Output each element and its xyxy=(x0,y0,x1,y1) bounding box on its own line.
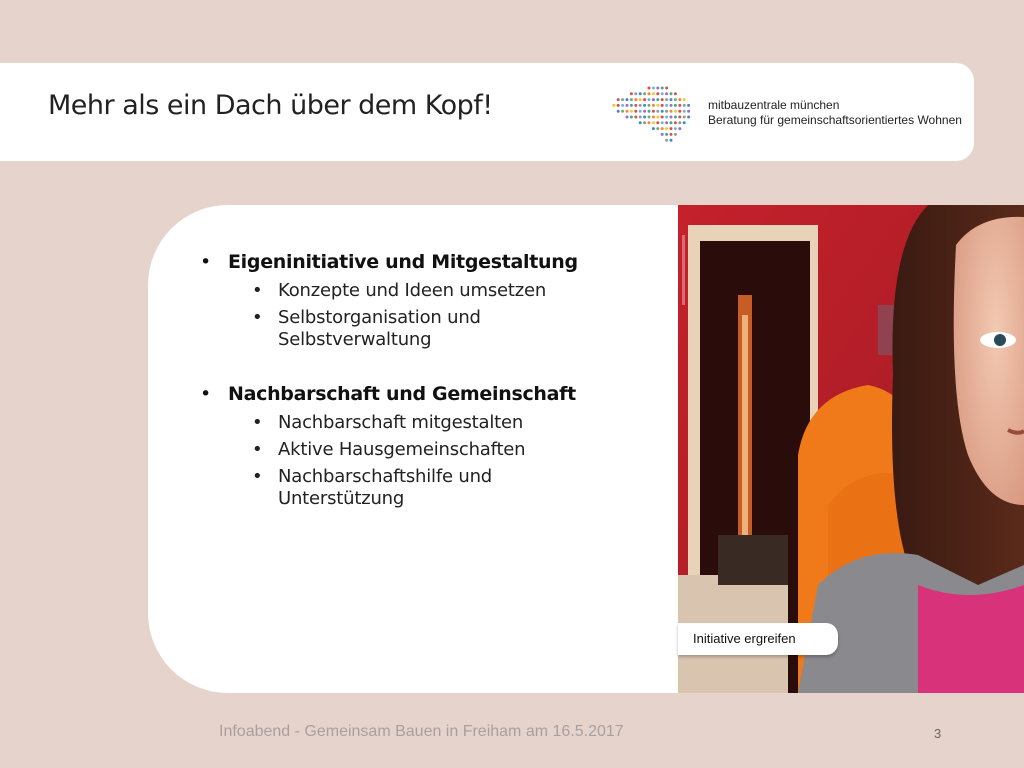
bullet-heading-text: Nachbarschaft und Gemeinschaft xyxy=(228,383,576,405)
logo-dot xyxy=(661,110,664,113)
logo-dot xyxy=(665,104,668,107)
logo-dot xyxy=(665,98,668,101)
logo-dot xyxy=(656,127,659,130)
logo-dot xyxy=(670,139,673,142)
logo-dot xyxy=(621,110,624,113)
logo-dot xyxy=(648,116,651,119)
page-number: 3 xyxy=(934,726,942,741)
logo-dot xyxy=(674,92,677,95)
logo-dot xyxy=(643,104,646,107)
logo-dot xyxy=(678,116,681,119)
logo-dot xyxy=(661,121,664,124)
logo-dot xyxy=(639,110,642,113)
logo-dot xyxy=(617,110,620,113)
logo-dot xyxy=(665,139,668,142)
logo-dot xyxy=(678,127,681,130)
bullet-item xyxy=(252,466,660,510)
logo-dot xyxy=(643,121,646,124)
logo-dot xyxy=(687,104,690,107)
bullet-item-text: Aktive Hausgemeinschaften xyxy=(278,439,526,460)
bullet-item-text: Konzepte und Ideen umsetzen xyxy=(278,280,547,301)
logo-dot xyxy=(626,98,629,101)
logo-dot xyxy=(652,92,655,95)
logo-dot xyxy=(617,104,620,107)
logo-dot xyxy=(626,116,629,119)
bullet-item-text: Nachbarschaft mitgestalten xyxy=(278,412,524,433)
logo-dot xyxy=(656,110,659,113)
logo-dot xyxy=(674,116,677,119)
logo-dot xyxy=(634,110,637,113)
logo-dot xyxy=(661,92,664,95)
logo-dot xyxy=(634,104,637,107)
bullet-dot-icon: • xyxy=(252,466,263,487)
logo-dot xyxy=(639,98,642,101)
logo-dot xyxy=(674,104,677,107)
logo-dot xyxy=(670,98,673,101)
logo-dot xyxy=(665,127,668,130)
logo-dot xyxy=(683,110,686,113)
logo-dot xyxy=(630,98,633,101)
logo-dot xyxy=(670,104,673,107)
logo-dot xyxy=(678,104,681,107)
logo-dot xyxy=(665,133,668,136)
logo-dot xyxy=(639,121,642,124)
logo-dot xyxy=(621,104,624,107)
logo-dot xyxy=(678,121,681,124)
logo-dot xyxy=(656,87,659,90)
logo-dot xyxy=(674,127,677,130)
logo-dot xyxy=(643,98,646,101)
logo-dot xyxy=(687,110,690,113)
logo-dot xyxy=(670,116,673,119)
bullet-heading-text: Eigeninitiative und Mitgestaltung xyxy=(228,251,578,273)
logo-dot xyxy=(670,127,673,130)
footer-text: Infoabend - Gemeinsam Bauen in Freiham am 16.5.2017 xyxy=(219,723,624,740)
bullet-item xyxy=(252,412,660,434)
logo-dot xyxy=(648,87,651,90)
bullet-group xyxy=(200,381,660,510)
logo-dot xyxy=(661,116,664,119)
logo-dot xyxy=(661,127,664,130)
bullet-group xyxy=(200,249,660,351)
logo-dot xyxy=(670,121,673,124)
logo-dot xyxy=(643,116,646,119)
logo-dot xyxy=(656,92,659,95)
logo-dot xyxy=(683,121,686,124)
logo-dot xyxy=(665,116,668,119)
bullet-item xyxy=(252,280,660,302)
logo-dot xyxy=(648,110,651,113)
logo-dot xyxy=(634,98,637,101)
bullet-item-text: Selbstorganisation und Selbstverwaltung xyxy=(278,307,481,350)
logo-dot xyxy=(617,98,620,101)
logo-dot xyxy=(652,87,655,90)
bullet-dot-icon: • xyxy=(252,280,263,301)
bullet-dot-icon: • xyxy=(252,307,263,328)
logo-dot xyxy=(630,116,633,119)
logo-dot xyxy=(661,98,664,101)
logo-dot xyxy=(648,98,651,101)
logo-dot xyxy=(678,110,681,113)
logo-dot xyxy=(674,98,677,101)
logo-dot xyxy=(630,92,633,95)
bullet-item-text: Nachbarschaftshilfe und Unterstützung xyxy=(278,466,493,509)
photo-caption: Initiative ergreifen xyxy=(678,623,838,655)
logo-dot xyxy=(670,92,673,95)
logo-dot xyxy=(656,104,659,107)
logo-dot xyxy=(626,110,629,113)
logo-dot xyxy=(661,104,664,107)
logo-dot xyxy=(665,87,668,90)
logo-dot xyxy=(652,104,655,107)
bullet-item xyxy=(252,439,660,461)
logo-dot xyxy=(652,121,655,124)
logo-dot xyxy=(674,110,677,113)
logo-dot xyxy=(652,98,655,101)
logo-dot xyxy=(656,98,659,101)
logo-dot xyxy=(634,116,637,119)
logo-subtitle: Beratung für gemeinschaftsorientiertes Wohnen xyxy=(708,113,962,127)
bullet-heading xyxy=(200,381,660,407)
logo-dot xyxy=(621,98,624,101)
bullet-heading xyxy=(200,249,660,275)
logo-dot xyxy=(656,121,659,124)
bullet-dot-icon: • xyxy=(252,412,263,433)
logo-dot xyxy=(639,116,642,119)
logo-dot xyxy=(612,104,615,107)
dotted-map-icon xyxy=(605,82,697,148)
logo-dot xyxy=(639,104,642,107)
logo-dot xyxy=(648,104,651,107)
bullet-item xyxy=(252,307,660,351)
logo-dot xyxy=(630,110,633,113)
logo-dot xyxy=(665,92,668,95)
bullet-dot-icon: • xyxy=(252,439,263,460)
logo-dot xyxy=(639,92,642,95)
logo-brand: mitbauzentrale münchen xyxy=(708,98,840,112)
slide-title: Mehr als ein Dach über dem Kopf! xyxy=(48,90,493,121)
logo-dot xyxy=(674,133,677,136)
logo-dot xyxy=(648,121,651,124)
logo-dot xyxy=(643,110,646,113)
logo-dot xyxy=(687,116,690,119)
logo-dot xyxy=(661,87,664,90)
logo-dot xyxy=(626,104,629,107)
photo-woman-smiling xyxy=(678,205,1024,693)
logo-dot xyxy=(665,110,668,113)
logo-dot xyxy=(683,98,686,101)
logo-dot xyxy=(652,127,655,130)
logo-dot xyxy=(665,121,668,124)
bullet-dot-icon: • xyxy=(200,251,211,273)
logo-dot xyxy=(670,110,673,113)
logo-dot xyxy=(678,98,681,101)
logo-dot xyxy=(652,110,655,113)
logo-dot xyxy=(643,92,646,95)
logo-dot xyxy=(683,116,686,119)
logo-dot xyxy=(648,92,651,95)
logo-dot xyxy=(652,116,655,119)
bullet-dot-icon: • xyxy=(200,383,211,405)
bullet-list xyxy=(200,249,660,540)
logo-dot xyxy=(630,104,633,107)
logo-dot xyxy=(670,133,673,136)
logo-dot xyxy=(656,116,659,119)
logo-dot xyxy=(674,121,677,124)
logo-dot xyxy=(661,133,664,136)
logo-text xyxy=(708,98,962,128)
logo-dot xyxy=(683,104,686,107)
logo-dot xyxy=(634,92,637,95)
